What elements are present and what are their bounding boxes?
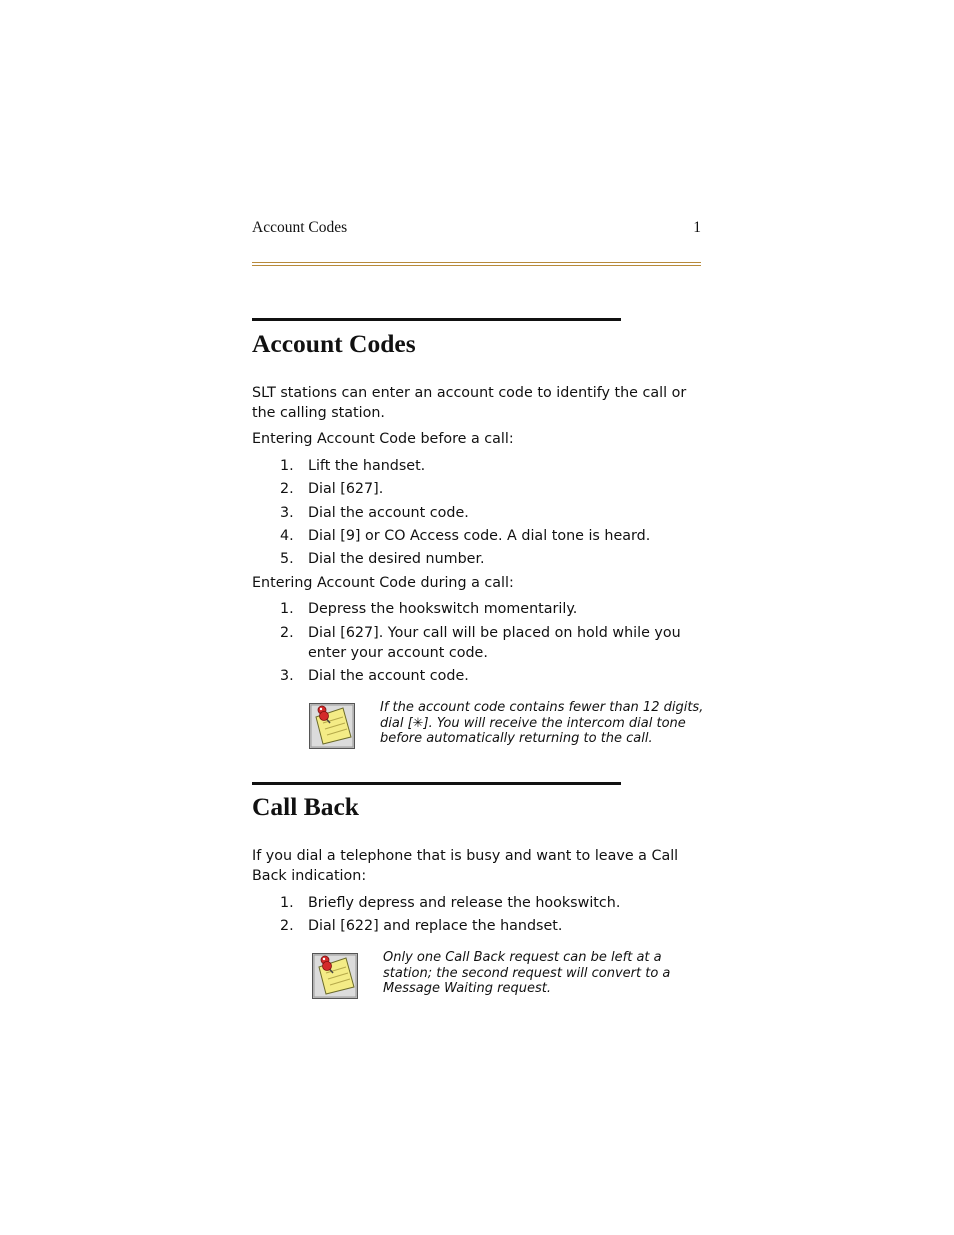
- step-text: Dial the account code.: [308, 505, 469, 521]
- account-codes-heading: Account Codes: [252, 329, 416, 358]
- header-rule-bottom: [252, 265, 701, 266]
- call-back-rule: [252, 782, 621, 785]
- pushpin-note-icon: [312, 953, 358, 999]
- step-text: Dial the account code.: [308, 668, 469, 684]
- step-number: 5.: [280, 551, 294, 567]
- running-header: [252, 219, 701, 239]
- call-back-heading: Call Back: [252, 792, 359, 821]
- during-call-label: Entering Account Code during a call:: [252, 575, 514, 591]
- step-number: 2.: [280, 625, 294, 641]
- page-number: 1: [693, 219, 701, 236]
- step-number: 4.: [280, 528, 294, 544]
- step-text: Dial [622] and replace the handset.: [308, 918, 563, 934]
- step-number: 1.: [280, 895, 294, 911]
- note-text: Only one Call Back request can be left at a station; the second request will convert to a Message Waiting request.: [383, 950, 671, 997]
- step-text: Dial the desired number.: [308, 551, 485, 567]
- step-number: 2.: [280, 481, 294, 497]
- step-text: Dial [627].: [308, 481, 384, 497]
- step-number: 3.: [280, 668, 294, 684]
- step-number: 3.: [280, 505, 294, 521]
- before-call-label: Entering Account Code before a call:: [252, 431, 514, 447]
- step-text: Dial [627]. Your call will be placed on hold while you enter your account code.: [308, 625, 681, 661]
- step-text: Briefly depress and release the hookswitch.: [308, 895, 621, 911]
- step-number: 1.: [280, 601, 294, 617]
- step-number: 2.: [280, 918, 294, 934]
- call-back-intro: If you dial a telephone that is busy and want to leave a Call Back indication:: [252, 848, 679, 884]
- step-text: Depress the hookswitch momentarily.: [308, 601, 578, 617]
- step-text: Dial [9] or CO Access code. A dial tone is heard.: [308, 528, 651, 544]
- step-text: Lift the handset.: [308, 458, 426, 474]
- note-text: If the account code contains fewer than 12 digits, dial [✳]. You will receive the intercom dial tone before automatically returning to the call.: [380, 700, 704, 747]
- step-number: 1.: [280, 458, 294, 474]
- running-header-title: Account Codes: [252, 219, 348, 236]
- pushpin-note-icon: [309, 703, 355, 749]
- header-rule-top: [252, 262, 701, 263]
- account-codes-intro: SLT stations can enter an account code to identify the call or the calling station.: [252, 385, 687, 421]
- account-codes-rule: [252, 318, 621, 321]
